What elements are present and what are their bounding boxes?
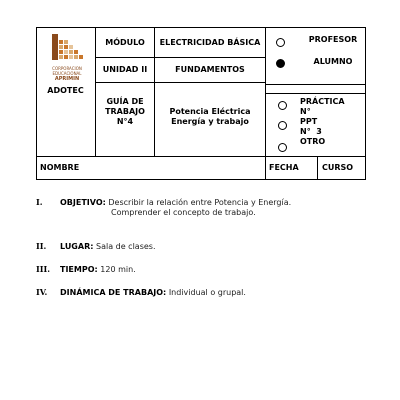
option-otro[interactable] <box>266 137 365 155</box>
header-table <box>36 27 366 180</box>
section-title: LUGAR: <box>60 242 94 251</box>
section-objetivo <box>36 197 291 208</box>
unidad-value: FUNDAMENTOS <box>175 65 245 74</box>
radio-practica[interactable] <box>278 101 287 110</box>
section-objetivo-line2: Comprender el concepto de trabajo. <box>111 208 256 217</box>
logo-mark <box>46 32 88 62</box>
option-ppt-label <box>300 117 322 137</box>
option-alumno[interactable] <box>266 52 365 76</box>
guia-line3: N°4 <box>116 117 134 126</box>
option-practica-label <box>300 97 345 117</box>
radio-profesor[interactable] <box>276 38 285 47</box>
nombre-label: NOMBRE <box>40 163 80 172</box>
radio-alumno[interactable] <box>276 59 285 68</box>
guia-line2: TRABAJO <box>105 107 145 116</box>
section-number: III. <box>36 264 51 274</box>
section-title: DINÁMICA DE TRABAJO: <box>60 288 167 297</box>
radio-ppt[interactable] <box>278 121 287 130</box>
practica-line1: PRÁCTICA <box>300 97 345 106</box>
option-alumno-label: ALUMNO <box>313 57 353 66</box>
unidad-label: UNIDAD II <box>102 65 148 74</box>
option-ppt[interactable] <box>266 117 365 139</box>
logo <box>46 32 88 82</box>
section-text: Describir la relación entre Potencia y Energía. <box>108 198 292 207</box>
radio-otro[interactable] <box>278 143 287 152</box>
fecha-label: FECHA <box>269 163 299 172</box>
ppt-line2: N° 3 <box>300 127 322 136</box>
practica-line2: N° <box>300 107 311 116</box>
option-otro-label: OTRO <box>300 137 326 146</box>
ppt-line1: PPT <box>300 117 318 126</box>
section-number: IV. <box>36 287 48 297</box>
section-title: OBJETIVO: <box>60 198 106 207</box>
modulo-label: MÓDULO <box>105 37 145 47</box>
modulo-value: ELECTRICIDAD BÁSICA <box>159 37 261 47</box>
institution-name: ADOTEC <box>47 86 84 95</box>
logo-text-line2: EDUCACIONAL <box>52 71 82 76</box>
guia-label <box>96 97 154 127</box>
section-text: Individual o grupal. <box>168 288 246 297</box>
section-tiempo <box>36 264 136 275</box>
section-dinamica <box>36 287 246 298</box>
option-practica[interactable] <box>266 97 365 119</box>
logo-brand: APRIMIN <box>54 76 80 82</box>
section-text: 120 min. <box>100 265 136 274</box>
option-profesor[interactable] <box>266 28 365 52</box>
section-number: I. <box>36 197 43 207</box>
curso-label: CURSO <box>322 163 354 172</box>
section-number: II. <box>36 241 47 251</box>
section-lugar <box>36 241 156 252</box>
option-profesor-label: PROFESOR <box>308 35 358 44</box>
topic-line2: Energía y trabajo <box>171 117 249 126</box>
guia-line1: GUÍA DE <box>106 97 144 106</box>
topic <box>155 107 265 127</box>
section-title: TIEMPO: <box>60 265 98 274</box>
topic-line1: Potencia Eléctrica <box>169 107 251 116</box>
logo-text-line1: CORPORACION <box>52 66 82 71</box>
section-text: Sala de clases. <box>95 242 156 251</box>
